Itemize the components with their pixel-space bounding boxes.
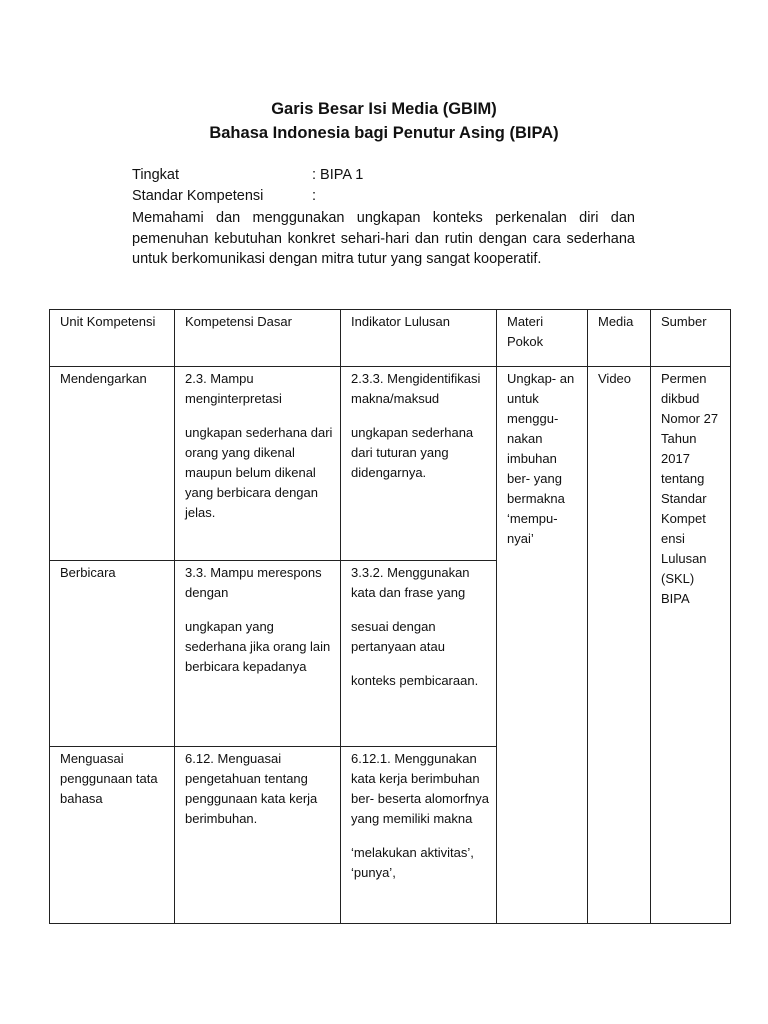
header-unit-kompetensi: Unit Kompetensi xyxy=(50,310,175,367)
kd-cell xyxy=(175,747,341,924)
header-kompetensi-dasar: Kompetensi Dasar xyxy=(175,310,341,367)
standar-value: : xyxy=(312,188,317,204)
header-materi-pokok: Materi Pokok xyxy=(497,310,588,367)
standar-kompetensi-text: Memahami dan menggunakan ungkapan konteks perkenalan diri dan pemenuhan kebutuhan konkret sehari-hari dan rutin dengan cara sederhana untuk berkomunikasi dengan mitra tutur yang sangat kooperatif. xyxy=(132,210,635,267)
standar-label: Standar Kompetensi xyxy=(132,188,264,204)
kd-point: 2.3. Mampu menginterpretasi xyxy=(185,371,282,406)
indikator-cell xyxy=(341,747,497,924)
unit-cell: Menguasai penggunaan tata bahasa xyxy=(50,747,175,924)
kd-detail: ungkapan yang sederhana jika orang lain berbicara kepadanya xyxy=(185,619,331,674)
header-sumber: Sumber xyxy=(651,310,731,367)
kd-detail: ungkapan sederhana dari orang yang dikenal maupun belum dikenal yang berbicara dengan jelas. xyxy=(185,425,333,520)
indikator-cell xyxy=(341,561,497,747)
indikator-point: 3.3.2. Menggunakan kata dan frase yang xyxy=(351,565,470,600)
kd-cell xyxy=(175,367,341,561)
unit-cell: Berbicara xyxy=(50,561,175,747)
table-header-row xyxy=(50,310,731,367)
kd-point: 3.3. Mampu merespons dengan xyxy=(185,565,322,600)
table-row xyxy=(50,367,731,561)
tingkat-row xyxy=(132,167,363,183)
tingkat-value: : BIPA 1 xyxy=(312,167,364,183)
document-title: Garis Besar Isi Media (GBIM) xyxy=(271,100,497,118)
indikator-detail: konteks pembicaraan. xyxy=(351,673,479,688)
indikator-detail: ungkapan sederhana dari tuturan yang didengarnya. xyxy=(351,425,474,480)
document-subtitle: Bahasa Indonesia bagi Penutur Asing (BIPA) xyxy=(209,124,559,142)
materi-cell: Ungkap- an untuk menggu- nakan imbuhan ber- yang bermakna ‘mempu- nyai’ xyxy=(497,367,588,924)
kd-cell xyxy=(175,561,341,747)
indikator-cell xyxy=(341,367,497,561)
gbim-table xyxy=(49,309,731,924)
kd-point: 6.12. Menguasai pengetahuan tentang penggunaan kata kerja berimbuhan. xyxy=(185,751,318,826)
sumber-cell: Permen dikbud Nomor 27 Tahun 2017 tentang Standar Kompet ensi Lulusan (SKL) BIPA xyxy=(651,367,731,924)
indikator-detail: ‘melakukan aktivitas’, ‘punya’, xyxy=(351,845,474,880)
standar-row xyxy=(132,188,316,204)
header-indikator-lulusan: Indikator Lulusan xyxy=(341,310,497,367)
indikator-detail: sesuai dengan pertanyaan atau xyxy=(351,619,445,654)
header-media: Media xyxy=(588,310,651,367)
unit-cell: Mendengarkan xyxy=(50,367,175,561)
tingkat-label: Tingkat xyxy=(132,167,180,183)
indikator-point: 2.3.3. Mengidentifikasi makna/maksud xyxy=(351,371,481,406)
media-cell: Video xyxy=(588,367,651,924)
indikator-point: 6.12.1. Menggunakan kata kerja berimbuhan ber- beserta alomorfnya yang memiliki makna xyxy=(351,751,490,826)
